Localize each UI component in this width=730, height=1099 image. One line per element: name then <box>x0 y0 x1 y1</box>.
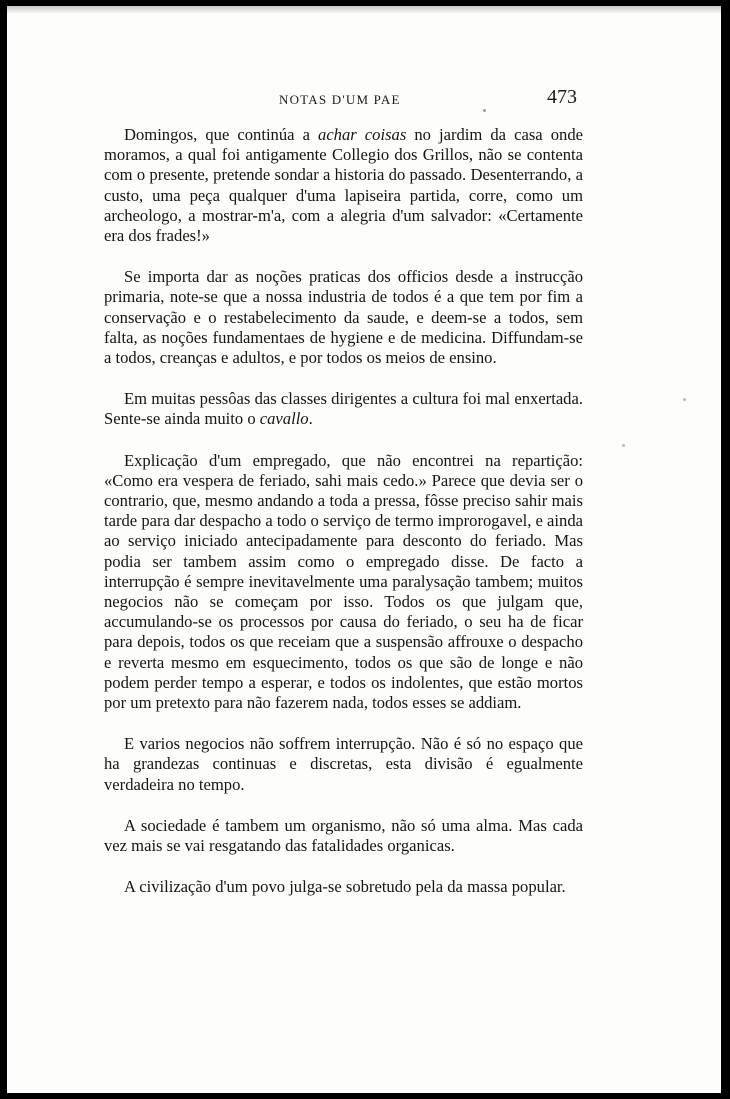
paragraph-text: A civilização d'um povo julga-se sobretudo pela da massa popular. <box>124 877 566 897</box>
paragraph <box>104 734 583 795</box>
paragraph <box>104 389 583 429</box>
paragraph-text: E varios negocios não soffrem interrupção. Não é só no espaço que ha grandezas continuas e discretas, esta divisão é egualmente verdadeira no tempo. <box>104 734 583 794</box>
paragraph-text: . <box>308 409 313 429</box>
book-page <box>7 6 721 1093</box>
ink-speck <box>622 444 625 447</box>
italic-phrase: cavallo <box>259 409 309 429</box>
paragraph <box>104 267 583 368</box>
paragraph-text: Explicação d'um empregado, que não encontrei na repartição: «Como era vespera de feriado, sahi mais cedo.» Parece que devia ser o contrario, que, mesmo andando a toda a pressa, fôsse preciso sahir mais tarde para dar despacho a todo o serviço de termo improrogavel, e ainda ao serviço iniciado antecipadamente para desconto do feriado. Mas podia ser tambem assim como o empregado disse. De facto a interrupção é sempre inevitavelmente uma paralysação tambem; muitos negocios não se começam por isso. Todos os que julgam que, accumulando-se os processos por causa do feriado, o seu ha de ficar para depois, todos os que receiam que a suspensão affrouxe o despacho e reverta mesmo em esquecimento, todos os que são de longe e não podem perder tempo a esperar, e todos os indolentes, que estão mortos por um pretexto para não fazerem nada, todos esses se addiam. <box>104 450 583 713</box>
ink-speck <box>483 109 486 112</box>
paragraph <box>104 451 583 714</box>
paragraph-text: A sociedade é tambem um organismo, não só uma alma. Mas cada vez mais se vai resgatando das fatalidades organicas. <box>104 815 583 856</box>
page-header <box>7 88 721 112</box>
page-number: 473 <box>547 86 577 108</box>
paragraph-text: Domingos, que continúa a <box>124 125 319 144</box>
running-title: NOTAS D'UM PAE <box>279 92 401 107</box>
paragraph-text: Em muitas pessôas das classes dirigentes a cultura foi mal enxertada. Sente-se ainda muito o <box>104 389 583 429</box>
paragraph <box>104 877 583 897</box>
scan-edge-shadow <box>7 6 721 14</box>
italic-phrase: achar coisas <box>318 125 407 144</box>
paragraph <box>104 816 583 856</box>
body-text <box>104 125 583 919</box>
paragraph <box>104 125 583 246</box>
paragraph-text: no jardim da casa onde moramos, a qual foi antigamente Collegio dos Grillos, não se contenta com o presente, pretende sondar a historia do passado. Desenterrando, a custo, uma peça qualquer d'uma lapiseira partida, corre, como um archeologo, a mostrar-m'a, com a alegria d'um salvador: «Certamente era dos frades!» <box>104 125 583 246</box>
ink-speck <box>683 398 686 401</box>
paragraph-text: Se importa dar as noções praticas dos officios desde a instrucção primaria, note-se que a nossa industria de todos é a que tem por fim a conservação e o restabelecimento da saude, e deem-se a todos, sem falta, as noções fundamentaes de hygiene e de medicina. Diffundam-se a todos, creanças e adultos, e por todos os meios de ensino. <box>104 267 583 368</box>
